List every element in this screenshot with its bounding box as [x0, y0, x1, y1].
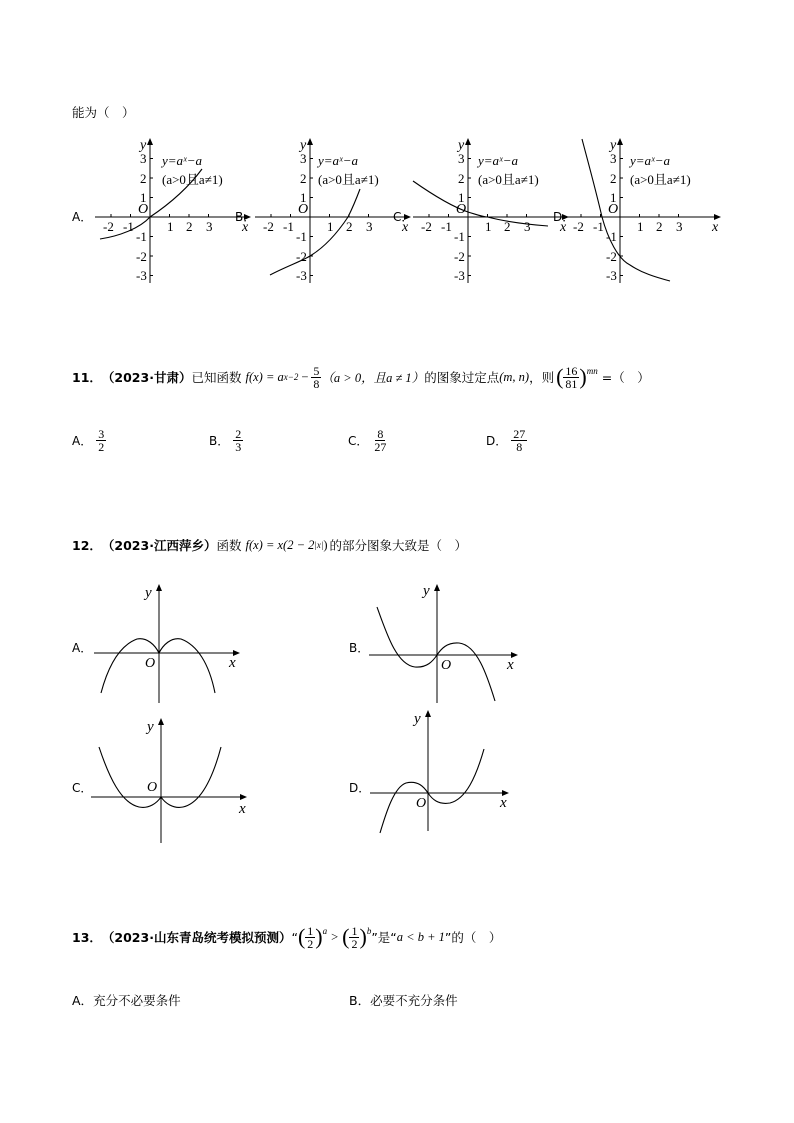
x-label: x — [242, 220, 249, 235]
ytick: 1 — [458, 190, 465, 205]
right-paren: ) — [359, 924, 367, 949]
ytick: 3 — [140, 151, 147, 166]
xtick: 1 — [637, 219, 644, 234]
denominator: 81 — [565, 376, 578, 391]
origin-label: O — [147, 780, 158, 795]
q10-option-d-label: D． — [553, 210, 575, 224]
x-label: x — [712, 220, 719, 235]
q13-half-b — [349, 925, 359, 950]
q11-stem-text-2: 的图象过定点 — [424, 370, 500, 385]
denominator: 8 — [313, 376, 320, 391]
ytick: -3 — [606, 268, 617, 283]
q11-option-c[interactable] — [348, 428, 388, 453]
x-label: x — [500, 795, 507, 811]
q12-number: 12． — [72, 538, 102, 553]
q11-exponent: x−2 — [283, 372, 299, 382]
q10-graph-c — [413, 138, 568, 283]
q12-abs-exponent: |x| — [314, 540, 324, 550]
curve — [101, 639, 215, 693]
condition-label: (a>0且a≠1) — [478, 172, 539, 187]
y-label: y — [610, 138, 617, 153]
q12-graph-a — [94, 585, 239, 703]
right-paren: ) — [315, 924, 323, 949]
q13-greater-than: > — [331, 929, 339, 944]
y-label: y — [300, 138, 307, 153]
ytick: -2 — [296, 249, 307, 264]
q11-point: (m, n) — [499, 369, 530, 384]
q13-half-a — [305, 925, 315, 950]
q13-open-quote: “ — [291, 929, 298, 945]
origin-label: O — [441, 658, 452, 673]
option-label: A． — [72, 434, 93, 448]
left-paren: ( — [342, 924, 350, 949]
ytick: 3 — [300, 151, 307, 166]
ytick: -3 — [136, 268, 147, 283]
equation-label: y=aˣ−a — [318, 153, 358, 168]
ytick: 2 — [458, 171, 465, 186]
ytick: -3 — [454, 268, 465, 283]
q12-graphs — [60, 575, 540, 860]
q11-fraction-5-8 — [311, 365, 321, 390]
x-label: x — [507, 657, 514, 673]
ytick: 1 — [300, 190, 307, 205]
numerator: 2 — [235, 427, 242, 441]
option-fraction — [233, 428, 243, 453]
denominator: 3 — [235, 440, 242, 454]
y-label: y — [458, 138, 465, 153]
equation-label: y=aˣ−a — [162, 153, 202, 168]
q11-fraction-16-81 — [563, 365, 579, 390]
origin-label: O — [298, 202, 309, 217]
q12-graph-d — [370, 711, 508, 833]
condition-label: (a>0且a≠1) — [318, 172, 379, 187]
x-label: x — [239, 801, 246, 817]
q10-option-a-label: A． — [72, 210, 93, 224]
option-label: B． — [349, 993, 371, 1008]
q11-number: 11． — [72, 370, 102, 385]
x-label: x — [560, 220, 567, 235]
q13-option-a[interactable] — [72, 991, 181, 1009]
numerator: 1 — [307, 923, 314, 938]
y-label: y — [147, 719, 154, 735]
q12-function: f(x) = x(2 − 2 — [245, 537, 315, 552]
q11-option-a[interactable] — [72, 428, 106, 453]
ytick: 2 — [300, 171, 307, 186]
origin-label: O — [416, 796, 427, 811]
xtick: -2 — [573, 219, 584, 234]
q11-function: f(x) = a — [245, 369, 284, 384]
q10-graph-b — [255, 138, 410, 283]
q11-minus: − — [301, 369, 309, 384]
equation-label: y=aˣ−a — [478, 153, 518, 168]
q13-stem — [72, 924, 501, 950]
intro-text: 能为（ ） — [72, 105, 135, 120]
numerator: 3 — [98, 427, 105, 441]
ytick: 2 — [610, 171, 617, 186]
xtick: -1 — [593, 219, 604, 234]
left-paren: ( — [556, 364, 564, 389]
x-label: x — [229, 655, 236, 671]
ytick: -2 — [606, 249, 617, 264]
option-fraction — [372, 428, 388, 453]
q12-stem-text-2: 的部分图象大致是（ ） — [329, 538, 468, 553]
xtick: 1 — [327, 219, 334, 234]
option-fraction — [96, 428, 106, 453]
q12-stem-text-1: 函数 — [216, 538, 242, 553]
q11-option-b[interactable] — [209, 428, 243, 453]
curve — [377, 607, 495, 701]
y-label: y — [145, 585, 152, 601]
curve — [380, 749, 484, 833]
ytick: -1 — [136, 229, 147, 244]
q12-graph-c — [91, 719, 246, 843]
xtick: 2 — [346, 219, 353, 234]
xtick: -2 — [103, 219, 114, 234]
q11-option-d[interactable] — [486, 428, 527, 453]
origin-label: O — [145, 656, 156, 671]
ytick: 3 — [610, 151, 617, 166]
xtick: -1 — [283, 219, 294, 234]
xtick: 1 — [485, 219, 492, 234]
ytick: 1 — [610, 190, 617, 205]
y-label: y — [423, 583, 430, 599]
q10-graph-a — [95, 138, 250, 283]
right-paren: ) — [579, 364, 587, 389]
numerator: 27 — [513, 427, 526, 441]
xtick: 3 — [676, 219, 683, 234]
q11-stem-text-1: 已知函数 — [191, 370, 242, 385]
ytick: -1 — [296, 229, 307, 244]
q13-condition: a < b + 1 — [396, 929, 445, 944]
q10-graph-d — [565, 138, 720, 283]
condition-label: (a>0且a≠1) — [630, 172, 691, 187]
q11-tail: =（ ） — [601, 370, 650, 385]
ytick: 3 — [458, 151, 465, 166]
ytick: 1 — [140, 190, 147, 205]
numerator: 16 — [565, 363, 578, 378]
q10-option-c-label: C． — [393, 210, 414, 224]
ytick: -1 — [606, 229, 617, 244]
q10-option-b-label: B． — [235, 210, 256, 224]
y-label: y — [414, 711, 421, 727]
xtick: 3 — [206, 219, 213, 234]
x-label: x — [402, 220, 409, 235]
xtick: -2 — [421, 219, 432, 234]
option-text: 充分不必要条件 — [93, 993, 181, 1008]
xtick: 2 — [186, 219, 193, 234]
left-paren: ( — [297, 924, 306, 949]
numerator: 8 — [377, 427, 384, 441]
q12-option-c-label[interactable]: C． — [72, 781, 93, 795]
q12-stem — [72, 536, 467, 554]
xtick: -1 — [123, 219, 134, 234]
q11-condition: （a > 0，且a ≠ 1） — [321, 371, 425, 385]
denominator: 2 — [351, 936, 358, 951]
ytick: -3 — [296, 268, 307, 283]
origin-label: O — [608, 202, 619, 217]
option-fraction — [511, 428, 527, 453]
q11-stem — [72, 364, 650, 390]
option-label: C． — [348, 434, 369, 448]
numerator: 5 — [313, 363, 320, 378]
xtick: 2 — [504, 219, 511, 234]
numerator: 1 — [351, 923, 358, 938]
q13-tail: ”的（ ） — [444, 930, 502, 945]
xtick: 1 — [167, 219, 174, 234]
option-label: A． — [72, 993, 94, 1008]
ytick: -2 — [136, 249, 147, 264]
option-text: 必要不充分条件 — [370, 993, 458, 1008]
q13-mid-quote: ”是“ — [371, 930, 397, 945]
q11-stem-text-3: ，则 — [529, 370, 555, 385]
q13-exp-a: a — [322, 926, 328, 936]
q11-mn-exponent: mn — [586, 366, 598, 376]
ytick: -2 — [454, 249, 465, 264]
q12-close-paren: ) — [323, 537, 328, 552]
ytick: 2 — [140, 171, 147, 186]
xtick: 2 — [656, 219, 663, 234]
q12-graph-b — [369, 583, 517, 703]
xtick: -2 — [263, 219, 274, 234]
q12-option-a-label[interactable]: A． — [72, 641, 93, 655]
q13-number: 13． — [72, 930, 102, 945]
xtick: 3 — [366, 219, 373, 234]
origin-label: O — [138, 202, 149, 217]
condition-label: (a>0且a≠1) — [162, 172, 223, 187]
curve — [99, 747, 221, 807]
denominator: 2 — [98, 440, 105, 454]
q13-source: （2023·山东青岛统考模拟预测） — [101, 930, 292, 945]
option-label: B． — [209, 434, 230, 448]
q12-option-d-label[interactable]: D． — [349, 781, 371, 795]
q12-source: （2023·江西萍乡） — [101, 538, 217, 553]
denominator: 2 — [307, 936, 314, 951]
origin-label: O — [456, 202, 467, 217]
q13-exp-b: b — [366, 926, 372, 936]
denominator: 8 — [516, 440, 523, 454]
y-label: y — [140, 138, 147, 153]
xtick: 3 — [524, 219, 531, 234]
ytick: -1 — [454, 229, 465, 244]
option-label: D． — [486, 434, 508, 448]
q11-source: （2023·甘肃） — [101, 370, 192, 385]
xtick: -1 — [441, 219, 452, 234]
q12-option-b-label[interactable]: B． — [349, 641, 370, 655]
q13-option-b[interactable] — [349, 991, 458, 1009]
equation-label: y=aˣ−a — [630, 153, 670, 168]
denominator: 27 — [374, 440, 387, 454]
